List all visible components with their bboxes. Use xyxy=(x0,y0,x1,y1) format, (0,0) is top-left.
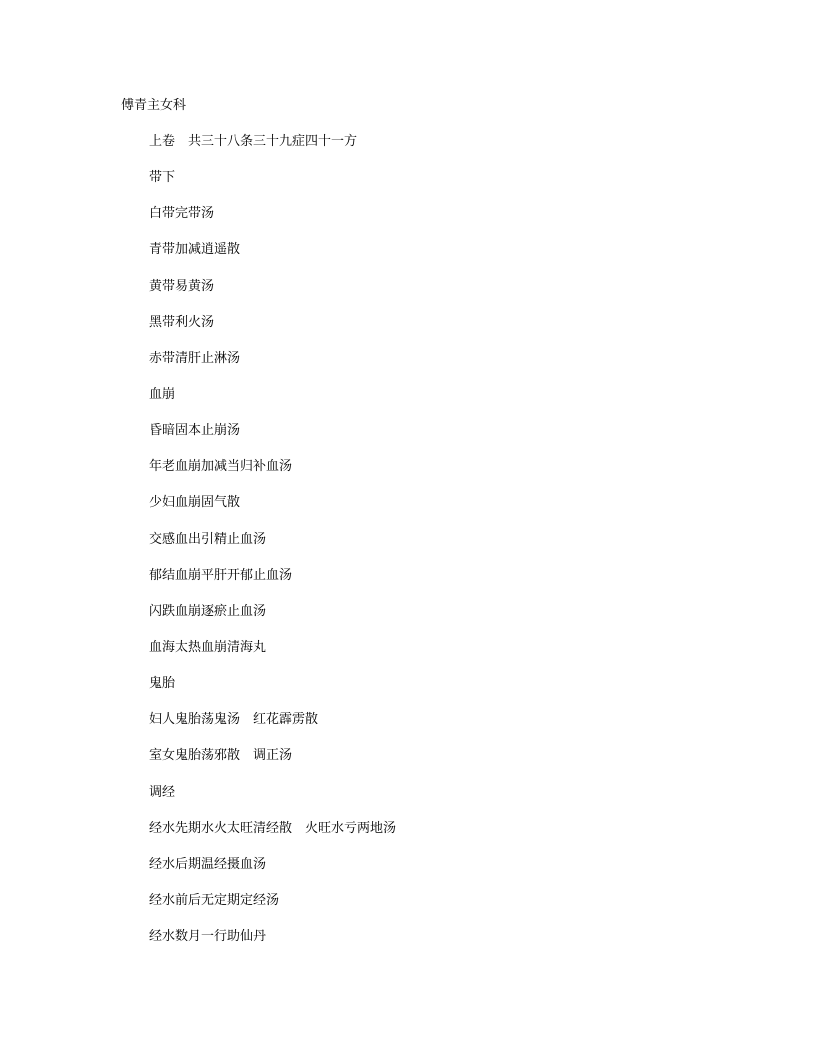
toc-entry: 白带完带汤 xyxy=(149,206,215,222)
toc-volume-heading: 上卷 共三十八条三十九症四十一方 xyxy=(149,134,358,149)
toc-section-heading: 调经 xyxy=(149,784,176,800)
toc-entry: 少妇血崩固气散 xyxy=(149,495,241,511)
toc-entry: 闪跌血崩逐瘀止血汤 xyxy=(149,603,267,619)
toc-entry: 黄带易黄汤 xyxy=(149,278,215,294)
toc-entry: 青带加减逍遥散 xyxy=(149,242,241,258)
toc-section-heading: 鬼胎 xyxy=(149,676,176,692)
toc-entry: 经水后期温经摄血汤 xyxy=(149,856,267,872)
toc-entry: 黑带利火汤 xyxy=(149,314,215,330)
toc-entry: 昏暗固本止崩汤 xyxy=(149,423,241,439)
document-title: 傅青主女科 xyxy=(121,98,187,113)
table-of-contents xyxy=(149,132,396,963)
toc-entry: 赤带清肝止淋汤 xyxy=(149,350,241,366)
toc-section-heading: 带下 xyxy=(149,170,176,186)
toc-section-heading: 血崩 xyxy=(149,386,176,402)
toc-entry: 经水先期水火太旺清经散 火旺水亏两地汤 xyxy=(149,820,397,836)
toc-entry: 交感血出引精止血汤 xyxy=(149,531,267,547)
toc-entry: 郁结血崩平肝开郁止血汤 xyxy=(149,567,293,583)
toc-entry: 血海太热血崩清海丸 xyxy=(149,639,267,655)
toc-entry: 经水数月一行助仙丹 xyxy=(149,929,267,945)
toc-entry: 经水前后无定期定经汤 xyxy=(149,892,280,908)
toc-entry: 妇人鬼胎荡鬼汤 红花霹雳散 xyxy=(149,712,319,728)
toc-entry: 年老血崩加减当归补血汤 xyxy=(149,459,293,475)
toc-entry: 室女鬼胎荡邪散 调正汤 xyxy=(149,748,293,764)
